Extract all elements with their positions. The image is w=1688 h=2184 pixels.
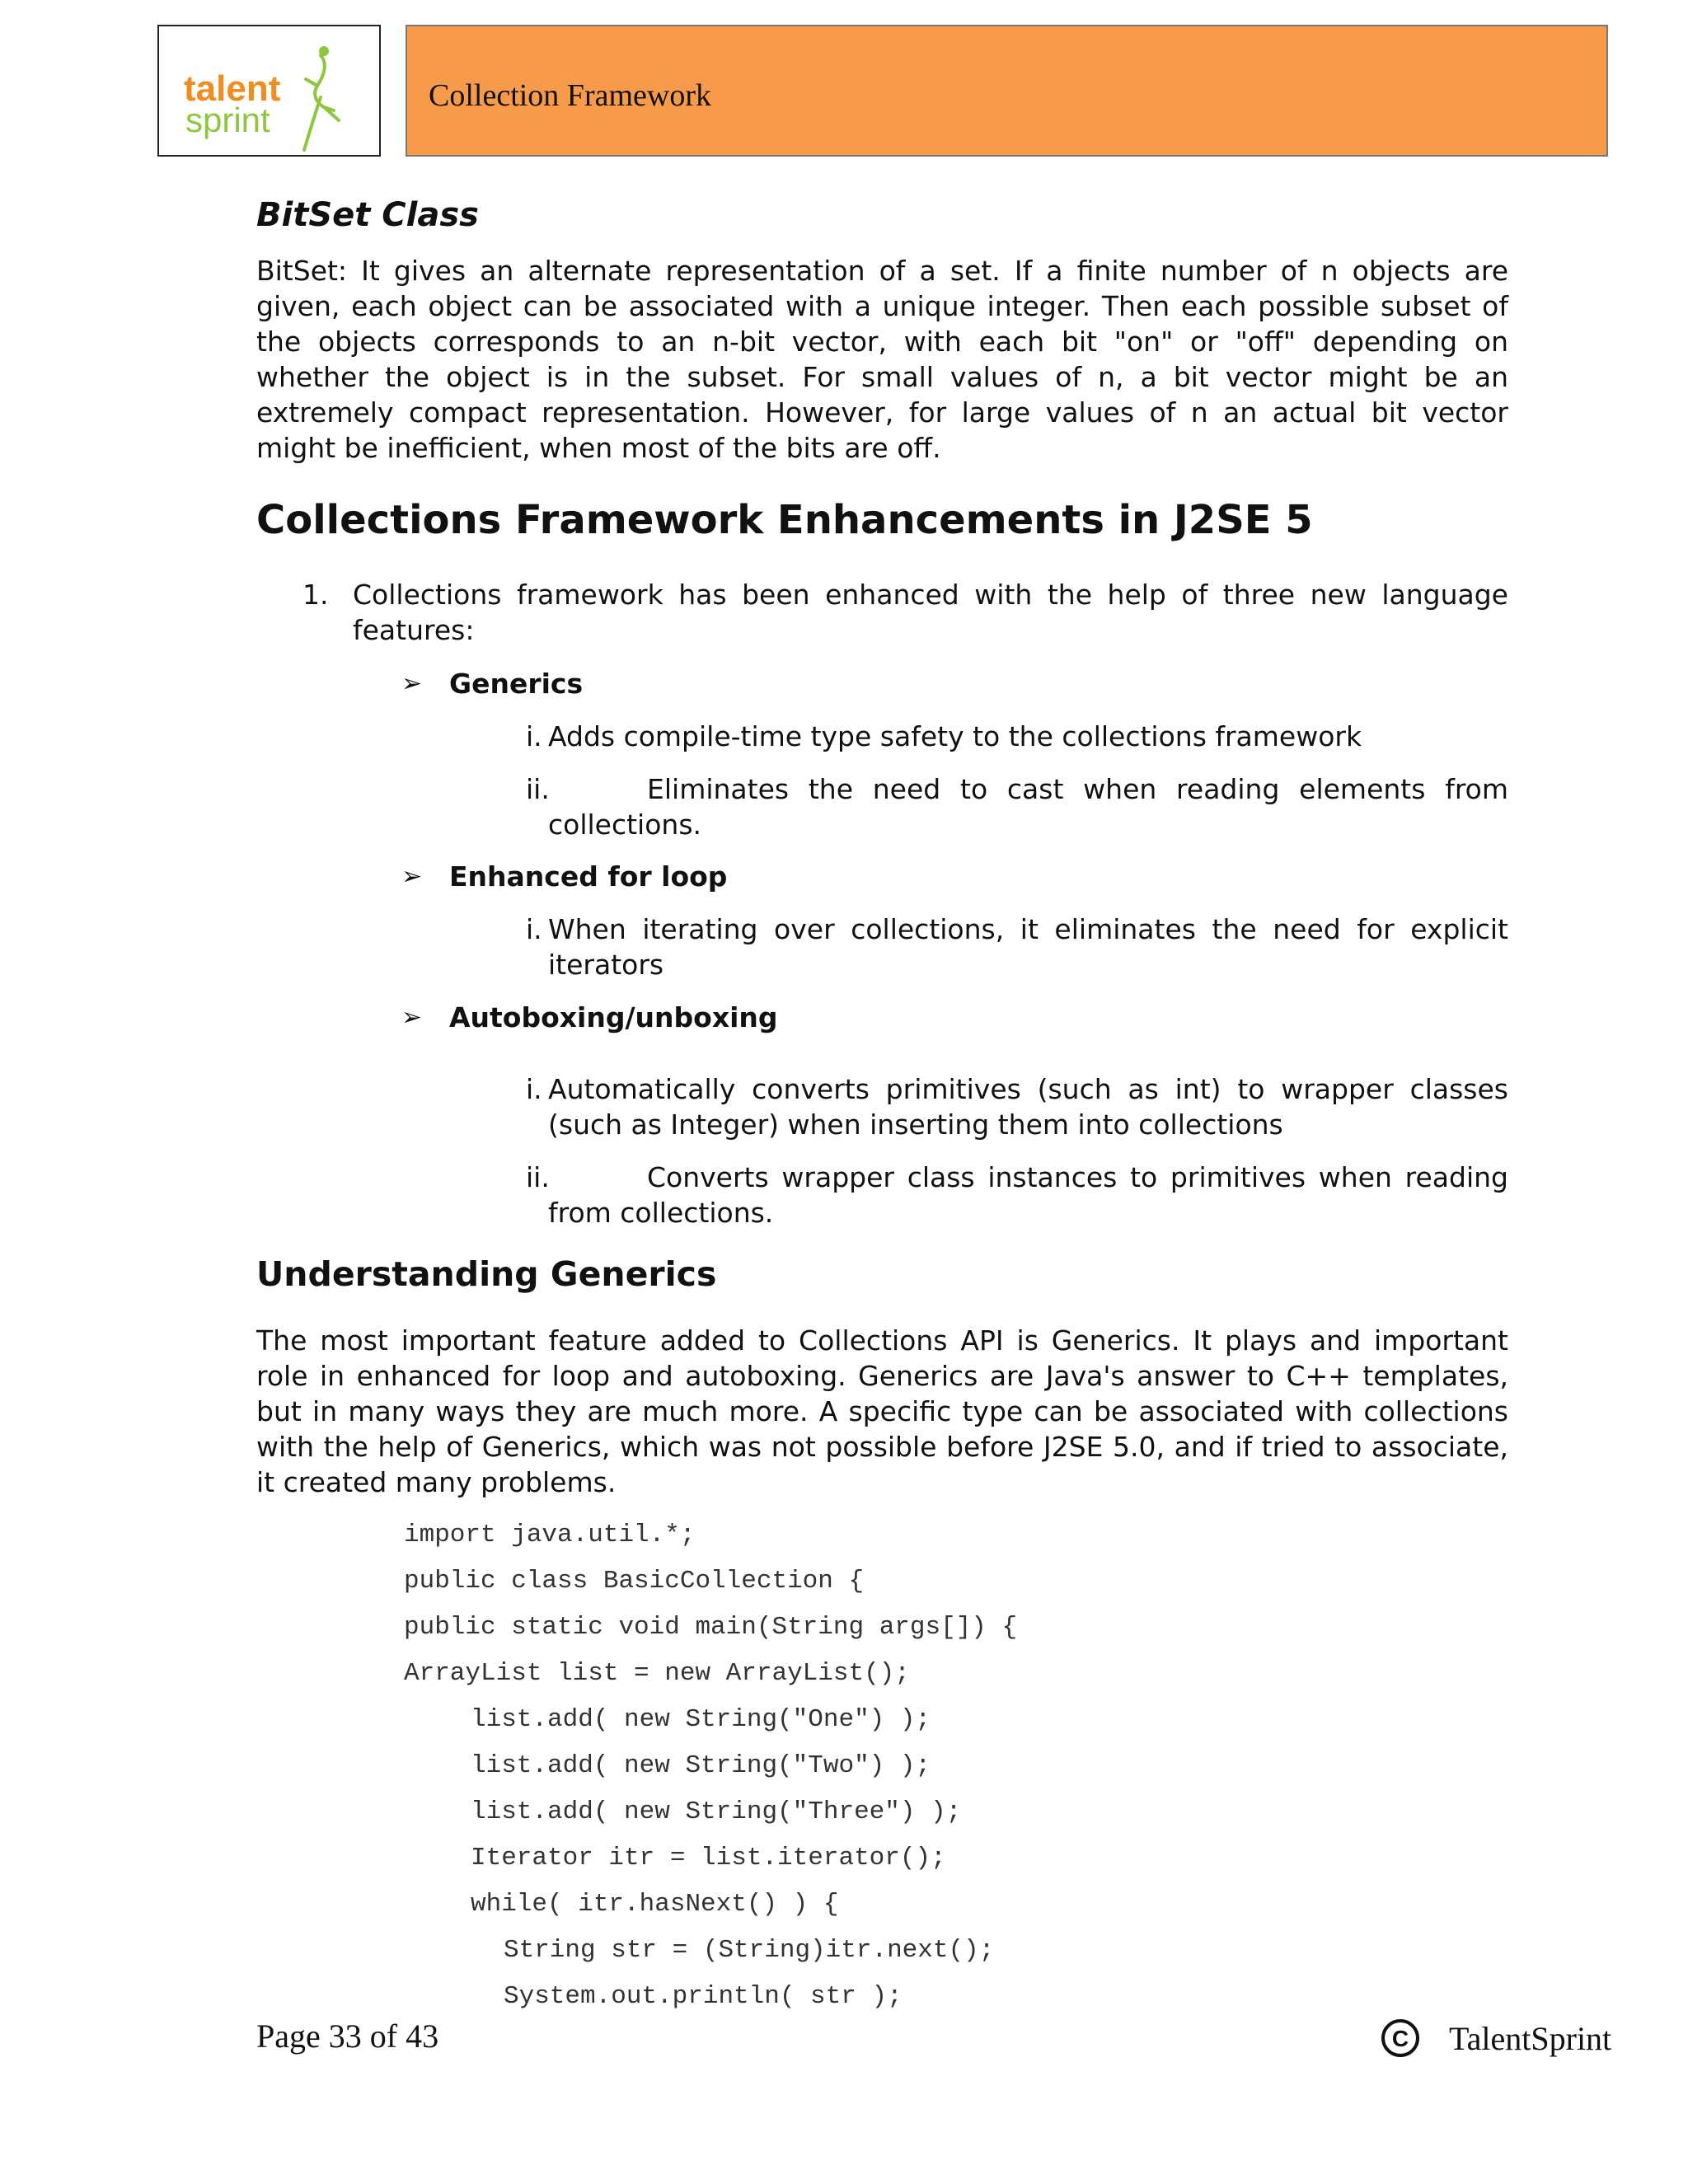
enhancements-heading: Collections Framework Enhancements in J2SE 5 (256, 497, 1313, 543)
bitset-paragraph: BitSet: It gives an alternate representation of a set. If a finite number of n objects are given, each object can be associated with a unique integer. Then each possible subset of the objects corresponds to an n-bit vector, with each bit "on" or "off" depending on whether the object is in the subset. For small values of n, a bit vector might be an extremely compact representation. However, for large values of n an actual bit vector might be inefficient, when most of the bits are off. (256, 255, 1508, 464)
talentsprint-logo-icon (159, 26, 382, 158)
footer-brand: TalentSprint (1449, 2020, 1612, 2057)
copyright-icon (1379, 2017, 1422, 2060)
autoboxing-title: Autoboxing/unboxing (449, 1001, 778, 1033)
code-line: public static void main(String args[]) { (404, 1613, 1018, 1642)
roman-number: ii. (526, 773, 550, 805)
header-bar (406, 25, 1608, 157)
code-line: Iterator itr = list.iterator(); (471, 1844, 946, 1872)
page-number: Page 33 of 43 (256, 2018, 439, 2055)
code-line: import java.util.*; (404, 1521, 696, 1549)
bitset-heading: BitSet Class (256, 196, 479, 234)
roman-number: i. (526, 720, 542, 752)
roman-number: i. (526, 1073, 542, 1105)
code-line: list.add( new String("Two") ); (471, 1751, 931, 1780)
arrow-bullet-icon: ➢ (401, 862, 423, 891)
arrow-bullet-icon: ➢ (401, 1003, 423, 1032)
generics-point-1: Adds compile-time type safety to the collections framework (548, 720, 1362, 752)
logo-word-talent: talent (184, 68, 281, 109)
generics-title: Generics (449, 668, 584, 700)
code-line: list.add( new String("Three") ); (471, 1797, 962, 1826)
code-line: String str = (String)itr.next(); (504, 1936, 995, 1965)
list-item-text: Collections framework has been enhanced with the help of three new language features: (353, 579, 1508, 646)
for-loop-point-1: When iterating over collections, it eliminates the need for explicit iterators (548, 913, 1508, 981)
understanding-generics-paragraph: The most important feature added to Collections API is Generics. It plays and important role in enhanced for loop and autoboxing. Generics are Java's answer to C++ templates, but in many ways they are much more. A specific type can be associated with collections with the help of Generics, which was not possible before J2SE 5.0, and if tried to associate, it created many problems. (256, 1324, 1508, 1498)
autoboxing-point-1: Automatically converts primitives (such as int) to wrapper classes (such as Integer) when inserting them into collections (548, 1073, 1508, 1141)
arrow-bullet-icon: ➢ (401, 669, 423, 698)
logo (157, 25, 381, 157)
copyright-letter: C (1391, 2026, 1409, 2051)
for-loop-title: Enhanced for loop (449, 860, 728, 893)
code-line: list.add( new String("One") ); (471, 1705, 931, 1734)
code-line: ArrayList list = new ArrayList(); (404, 1659, 910, 1688)
code-line: public class BasicCollection { (404, 1567, 865, 1596)
roman-number: i. (526, 913, 542, 945)
logo-word-sprint: sprint (185, 101, 270, 139)
autoboxing-point-2: Converts wrapper class instances to primitives when reading from collections. (548, 1161, 1508, 1229)
list-item-number: 1. (302, 579, 329, 611)
document-title: Collection Framework (429, 78, 711, 113)
code-line: while( itr.hasNext() ) { (471, 1890, 839, 1919)
generics-point-2: Eliminates the need to cast when reading elements from collections. (548, 773, 1508, 841)
code-line: System.out.println( str ); (504, 1982, 903, 2011)
understanding-generics-heading: Understanding Generics (256, 1254, 717, 1294)
roman-number: ii. (526, 1161, 550, 1193)
